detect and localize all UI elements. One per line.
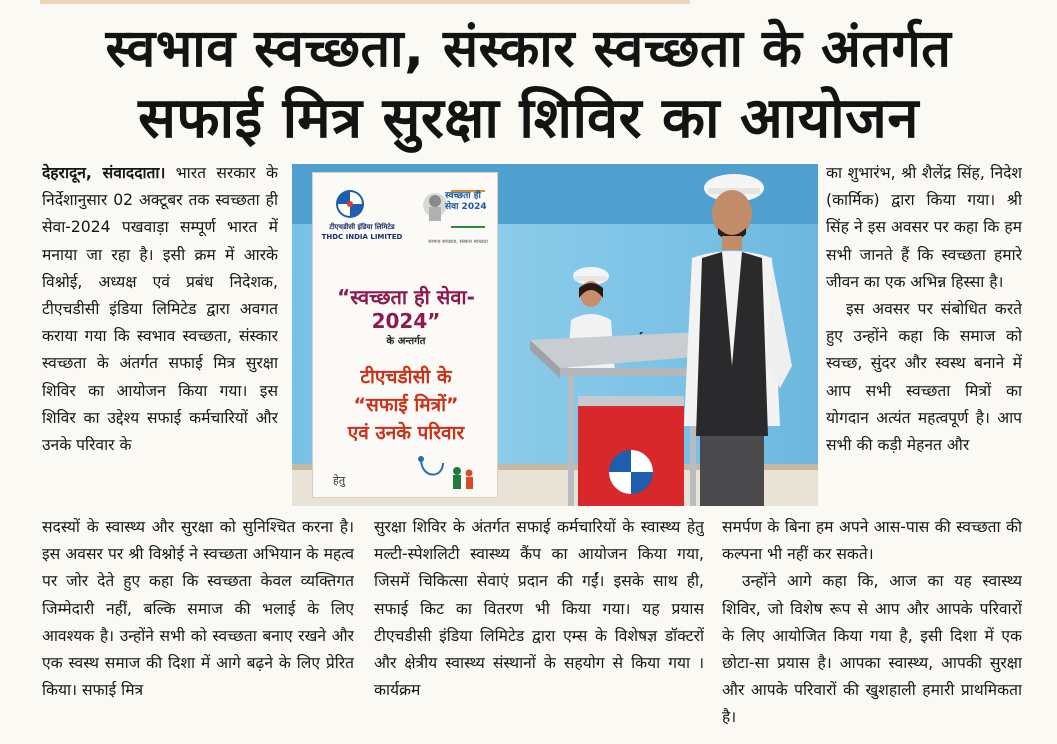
- banner-line-2: “सफाई मित्रों”: [353, 394, 459, 416]
- banner-campaign-logo-text: स्वच्छता ही सेवा 2024: [445, 191, 487, 212]
- left-column-text: भारत सरकार के निर्देशानुसार 02 अक्टूबर तक स्वच्छता ही सेवा-2024 पखवाड़ा सम्पूर्ण भारत में मनाया जा रहा है। इसी क्रम में आरके विश्नोई, अध्यक्ष एवं प्रबंध निदेशक, टीएचडीसी इंडिया लिमिटेड द्वारा अवगत कराया गया कि स्वभाव स्वच्छता, संस्कार स्वच्छता के अंतर्गत सफाई मित्र सुरक्षा शिविर का आयोजन किया गया। इस शिविर का उद्देश्य सफाई कर्मचारियों और उनके परिवार के: [42, 164, 278, 455]
- event-banner: [312, 172, 498, 498]
- stethoscope-family-icon: [413, 453, 483, 493]
- banner-hetu: हेतु: [333, 474, 346, 487]
- banner-org-hindi: टीएचडीसी इंडिया लिमिटेड: [329, 223, 395, 231]
- article-column-bottom-middle: [374, 514, 704, 734]
- dateline: देहरादून, संवाददाता।: [42, 164, 166, 182]
- banner-main-text: [317, 363, 495, 447]
- article-column-bottom-right: [722, 514, 1022, 734]
- banner-org-english: THDC INDIA LIMITED: [321, 233, 403, 241]
- bottom-left-text: सदस्यों के स्वास्थ्य और सुरक्षा को सुनिश्चित करना है। इस अवसर पर श्री विश्नोई ने स्वच्छता अभियान के महत्व पर जोर देते हुए कहा कि स्वच्छता केवल व्यक्तिगत जिम्मेदारी नहीं, बल्कि समाज की भलाई के लिए आवश्यक है। उन्होंने सभी को स्वच्छता बनाए रखने और एक स्वस्थ समाज की दिशा में आगे बढ़ने के लिए प्रेरित किया। सफाई मित्र: [42, 518, 354, 700]
- bottom-right-paragraph-2: उन्होंने आगे कहा कि, आज का यह स्वास्थ्य शिविर, जो विशेष रूप से आप और आपके परिवारों के लिए आयोजित किया गया है, इसी दिशा में एक छोटा-सा प्रयास है। आपका स्वास्थ्य, आपकी सुरक्षा और आपके परिवारों की खुशहाली हमारी प्राथमिकता है।: [722, 572, 1022, 727]
- speaker-man-figure: [662, 166, 802, 506]
- article-column-bottom-left: [42, 514, 354, 734]
- event-photo: [292, 164, 818, 506]
- banner-antargat: के अन्तर्गत: [386, 336, 426, 347]
- page-top-strip: [40, 0, 690, 4]
- article-column-left: [42, 160, 278, 506]
- bottom-right-paragraph-1: समर्पण के बिना हम अपने आस-पास की स्वच्छता की कल्पना भी नहीं कर सकते।: [722, 518, 1022, 564]
- article-column-right-top: [826, 160, 1022, 506]
- headline-line-1: स्वभाव स्वच्छता, संस्कार स्वच्छता के अंतर्गत: [105, 19, 952, 79]
- thdc-logo-icon: [335, 189, 365, 219]
- headline-line-2: सफाई मित्र सुरक्षा शिविर का आयोजन: [138, 86, 919, 151]
- banner-slogan: “स्वच्छता ही सेवा- 2024”: [337, 285, 475, 333]
- banner-line-1: टीएचडीसी के: [360, 366, 452, 388]
- banner-campaign-logo-sub: स्वभाव स्वच्छता, संस्कार स्वच्छता: [428, 239, 488, 245]
- right-top-paragraph-1: का शुभारंभ, श्री शैलेंद्र सिंह, निदेश (कार्मिक) द्वारा किया गया। श्री सिंह ने इस अवसर पर कहा कि हम सभी जानते हैं कि स्वच्छता हमारे जीवन का एक अभिन्न हिस्सा है।: [826, 164, 1022, 291]
- right-top-paragraph-2: इस अवसर पर संबोधित करते हुए उन्होंने कहा कि समाज को स्वच्छ, सुंदर और स्वस्थ बनाने में आप सभी स्वच्छता मित्रों का योगदान अत्यंत महत्वपूर्ण है। आप सभी की कड़ी मेहनत और: [826, 300, 1022, 455]
- banner-line-3: एवं उनके परिवार: [347, 422, 465, 444]
- bottom-middle-text: सुरक्षा शिविर के अंतर्गत सफाई कर्मचारियों के स्वास्थ्य हेतु मल्टी-स्पेशलिटी स्वास्थ्य कैंप का आयोजन किया गया, जिसमें चिकित्सा सेवाएं प्रदान की गईं। इसके साथ ही, सफाई किट का वितरण भी किया गया। यह प्रयास टीएचडीसी इंडिया लिमिटेड द्वारा एम्स के विशेषज्ञ डॉक्टरों और क्षेत्रीय स्वास्थ्य संस्थानों के सहयोग से किया गया । कार्यक्रम: [374, 518, 704, 700]
